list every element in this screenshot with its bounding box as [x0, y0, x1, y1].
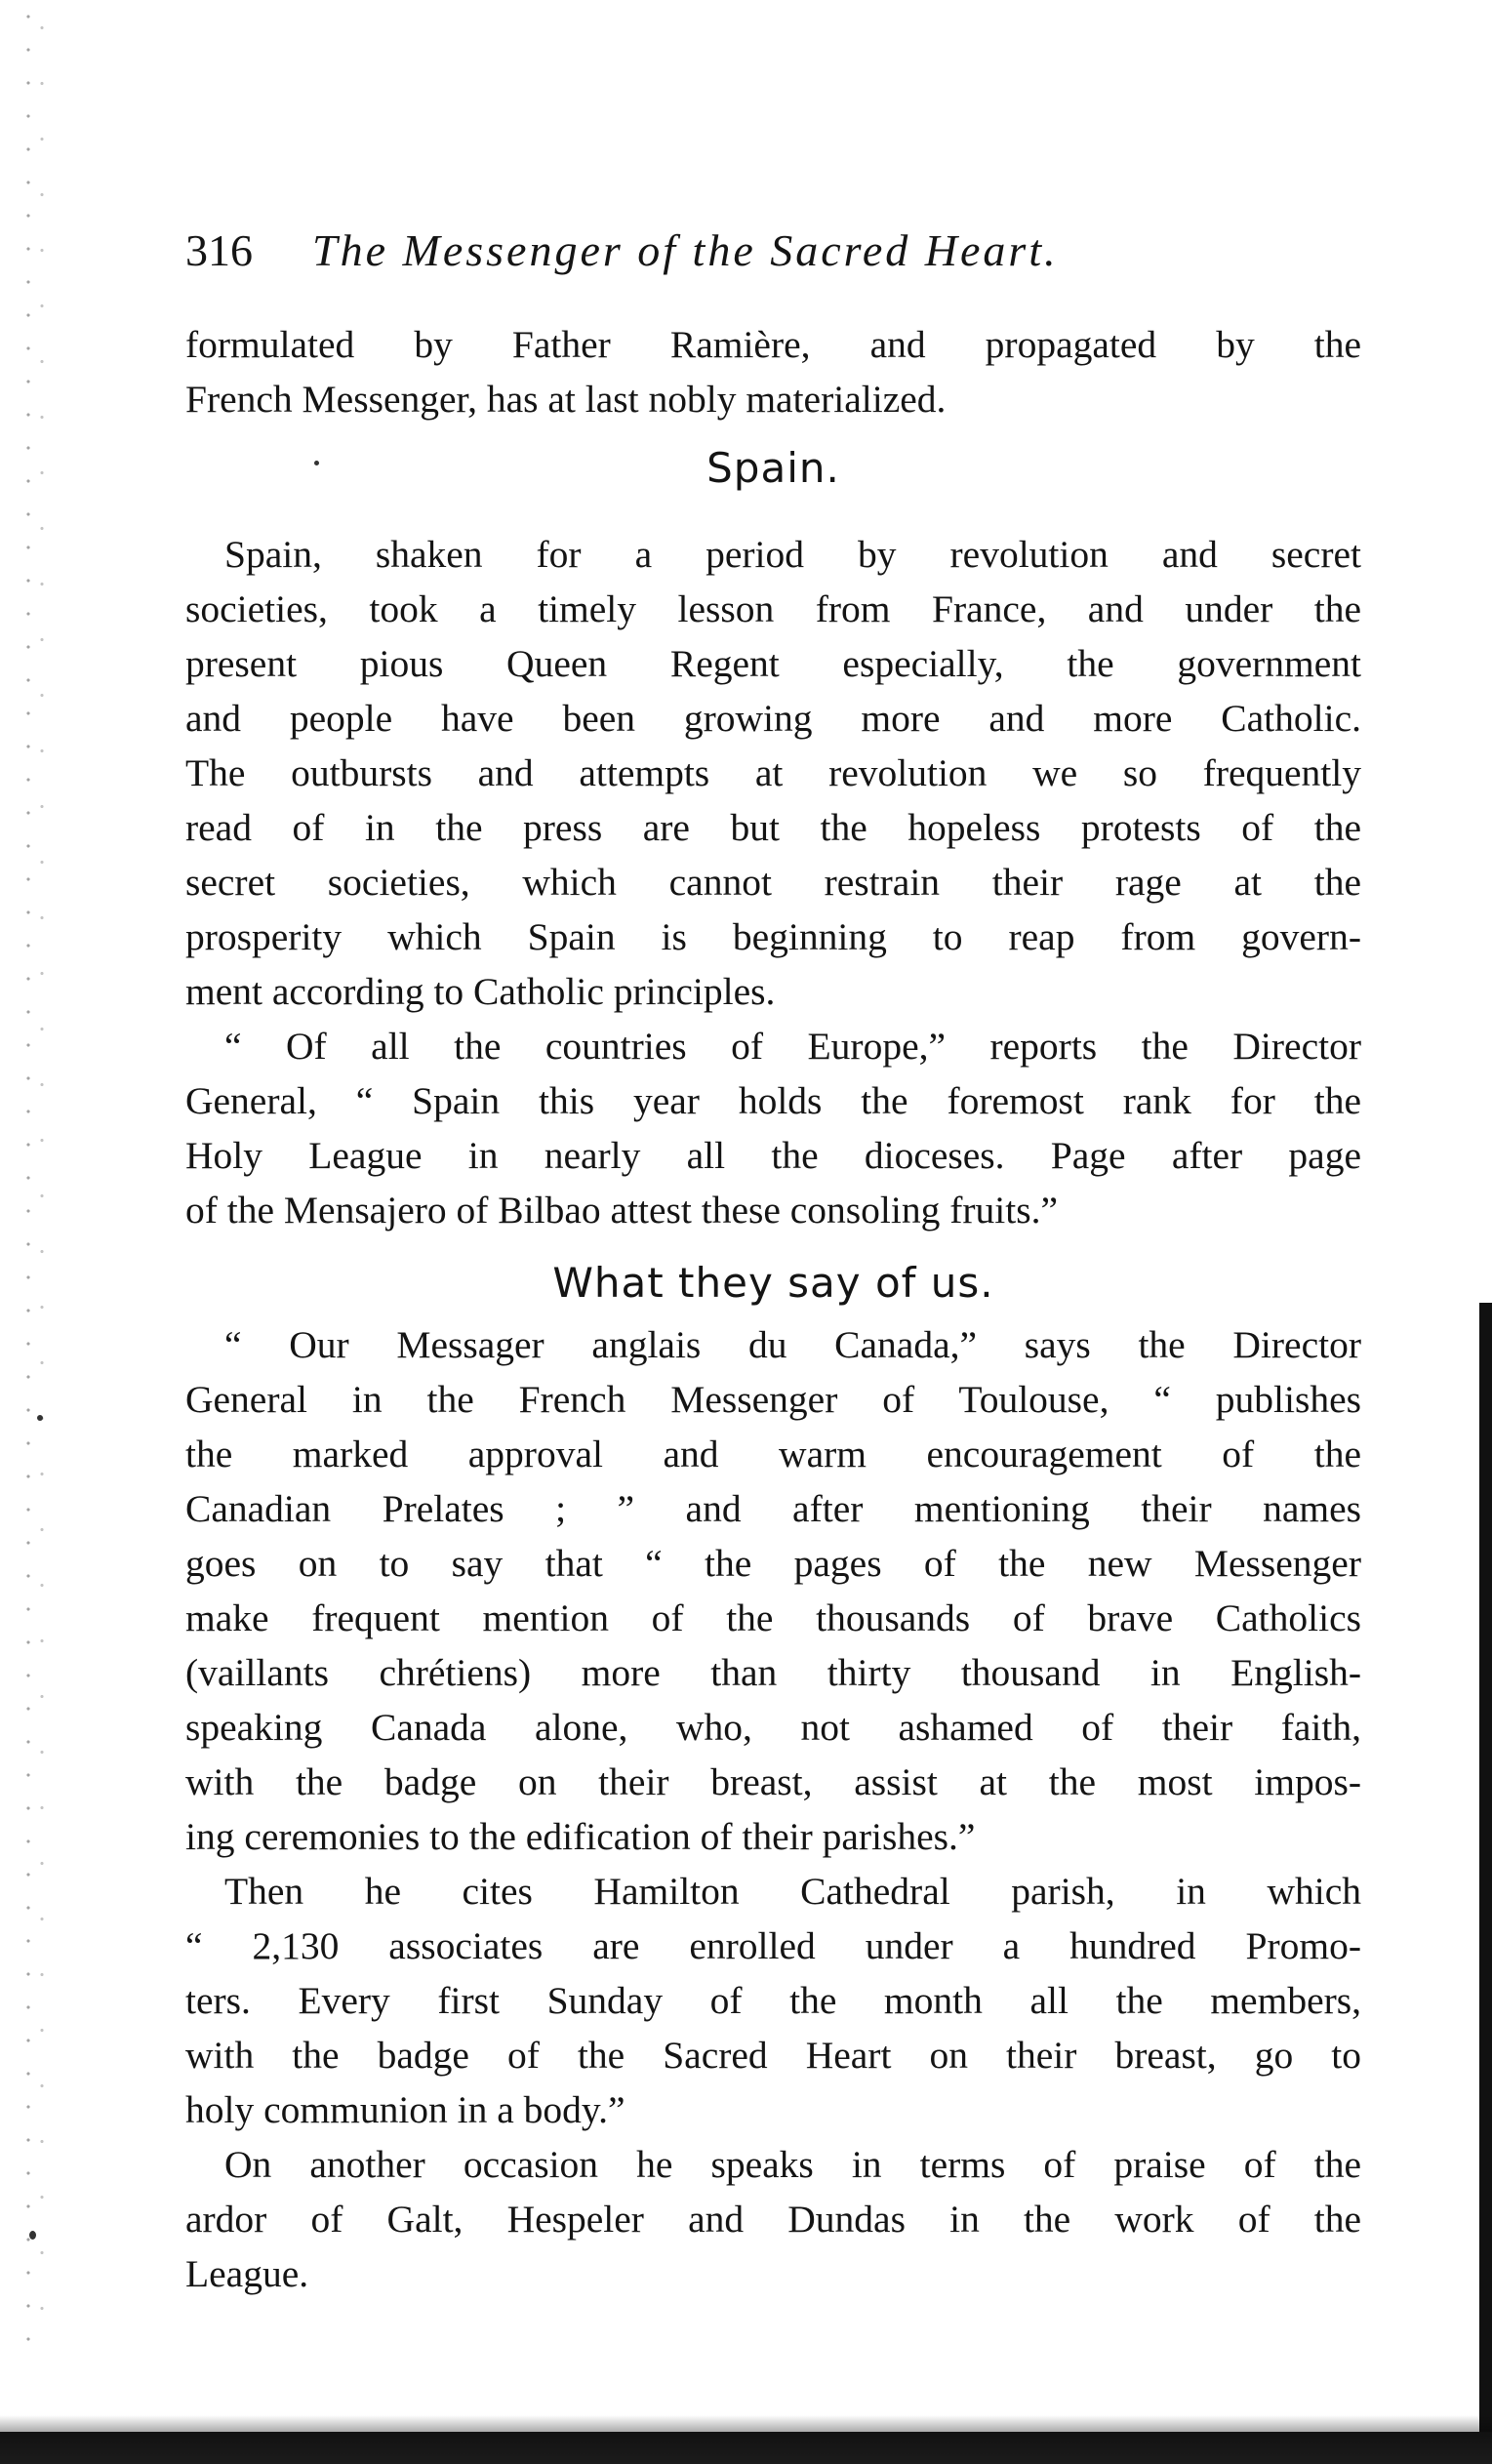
text-line: League.	[185, 2252, 309, 2295]
scan-speck	[314, 461, 319, 465]
text-line: Holy League in nearly all the dioceses. Page after page	[185, 1134, 1361, 1177]
text-line: ters. Every first Sunday of the month all the members,	[185, 1979, 1361, 2022]
text-line: ment according to Catholic principles.	[185, 970, 776, 1013]
text-line: Then he cites Hamilton Cathedral parish, in which	[224, 1870, 1361, 1913]
paragraph-continuation	[185, 317, 1361, 426]
scan-speck	[29, 2231, 36, 2240]
text-line: The outbursts and attempts at revolution we so frequently	[185, 751, 1361, 794]
text-line: prosperity which Spain is beginning to reap from govern-	[185, 915, 1361, 958]
text-line: “ 2,130 associates are enrolled under a hundred Promo-	[185, 1924, 1361, 1967]
text-line: secret societies, which cannot restrain their rage at the	[185, 861, 1361, 904]
text-line: with the badge of the Sacred Heart on their breast, go to	[185, 2034, 1361, 2077]
page-edge-shadow-bottom	[0, 2432, 1492, 2464]
text-line: Spain, shaken for a period by revolution and secret	[224, 533, 1361, 576]
text-line: formulated by Father Ramière, and propagated by the	[185, 323, 1361, 366]
page-number: 316	[185, 225, 253, 275]
text-line: French Messenger, has at last nobly materialized.	[185, 378, 947, 421]
section-spain-body	[185, 527, 1361, 1237]
text-line: speaking Canada alone, who, not ashamed of their faith,	[185, 1706, 1361, 1749]
text-line: “ Our Messager anglais du Canada,” says the Director	[224, 1323, 1361, 1366]
text-line: ing ceremonies to the edification of their parishes.”	[185, 1815, 976, 1858]
text-line: (vaillants chrétiens) more than thirty thousand in English-	[185, 1651, 1361, 1694]
scan-gutter-marks-secondary	[35, 0, 49, 2362]
text-line: goes on to say that “ the pages of the new Messenger	[185, 1542, 1361, 1585]
text-line: present pious Queen Regent especially, the government	[185, 642, 1361, 685]
text-line: Canadian Prelates ; ” and after mentioning their names	[185, 1487, 1361, 1530]
text-line: “ Of all the countries of Europe,” reports the Director	[224, 1025, 1361, 1068]
text-line: General in the French Messenger of Toulouse, “ publishes	[185, 1378, 1361, 1421]
text-line: the marked approval and warm encouragement of the	[185, 1433, 1361, 1475]
page-edge-shadow-right	[1479, 1303, 1492, 2435]
section-heading-spain: Spain.	[706, 444, 840, 492]
text-line: societies, took a timely lesson from France, and under the	[185, 587, 1361, 630]
text-line: General, “ Spain this year holds the foremost rank for the	[185, 1079, 1361, 1122]
text-line: make frequent mention of the thousands of brave Catholics	[185, 1596, 1361, 1639]
text-line: ardor of Galt, Hespeler and Dundas in the work of the	[185, 2198, 1361, 2241]
text-line: read of in the press are but the hopeless protests of the	[185, 806, 1361, 849]
page-edge-fade-bottom	[0, 2415, 1492, 2433]
text-line: On another occasion he speaks in terms of praise of the	[224, 2143, 1361, 2186]
section-what-they-say-body	[185, 1317, 1361, 2301]
scan-speck	[37, 1415, 43, 1421]
text-line: holy communion in a body.”	[185, 2088, 625, 2131]
text-line: of the Mensajero of Bilbao attest these consoling fruits.”	[185, 1189, 1059, 1232]
page-header	[185, 217, 1356, 285]
running-title: The Messenger of the Sacred Heart.	[312, 225, 1059, 275]
text-line: with the badge on their breast, assist at the most impos-	[185, 1760, 1361, 1803]
section-heading-what-they-say: What they say of us.	[552, 1259, 994, 1307]
text-line: and people have been growing more and more Catholic.	[185, 697, 1361, 740]
scan-gutter-marks	[21, 0, 35, 2362]
